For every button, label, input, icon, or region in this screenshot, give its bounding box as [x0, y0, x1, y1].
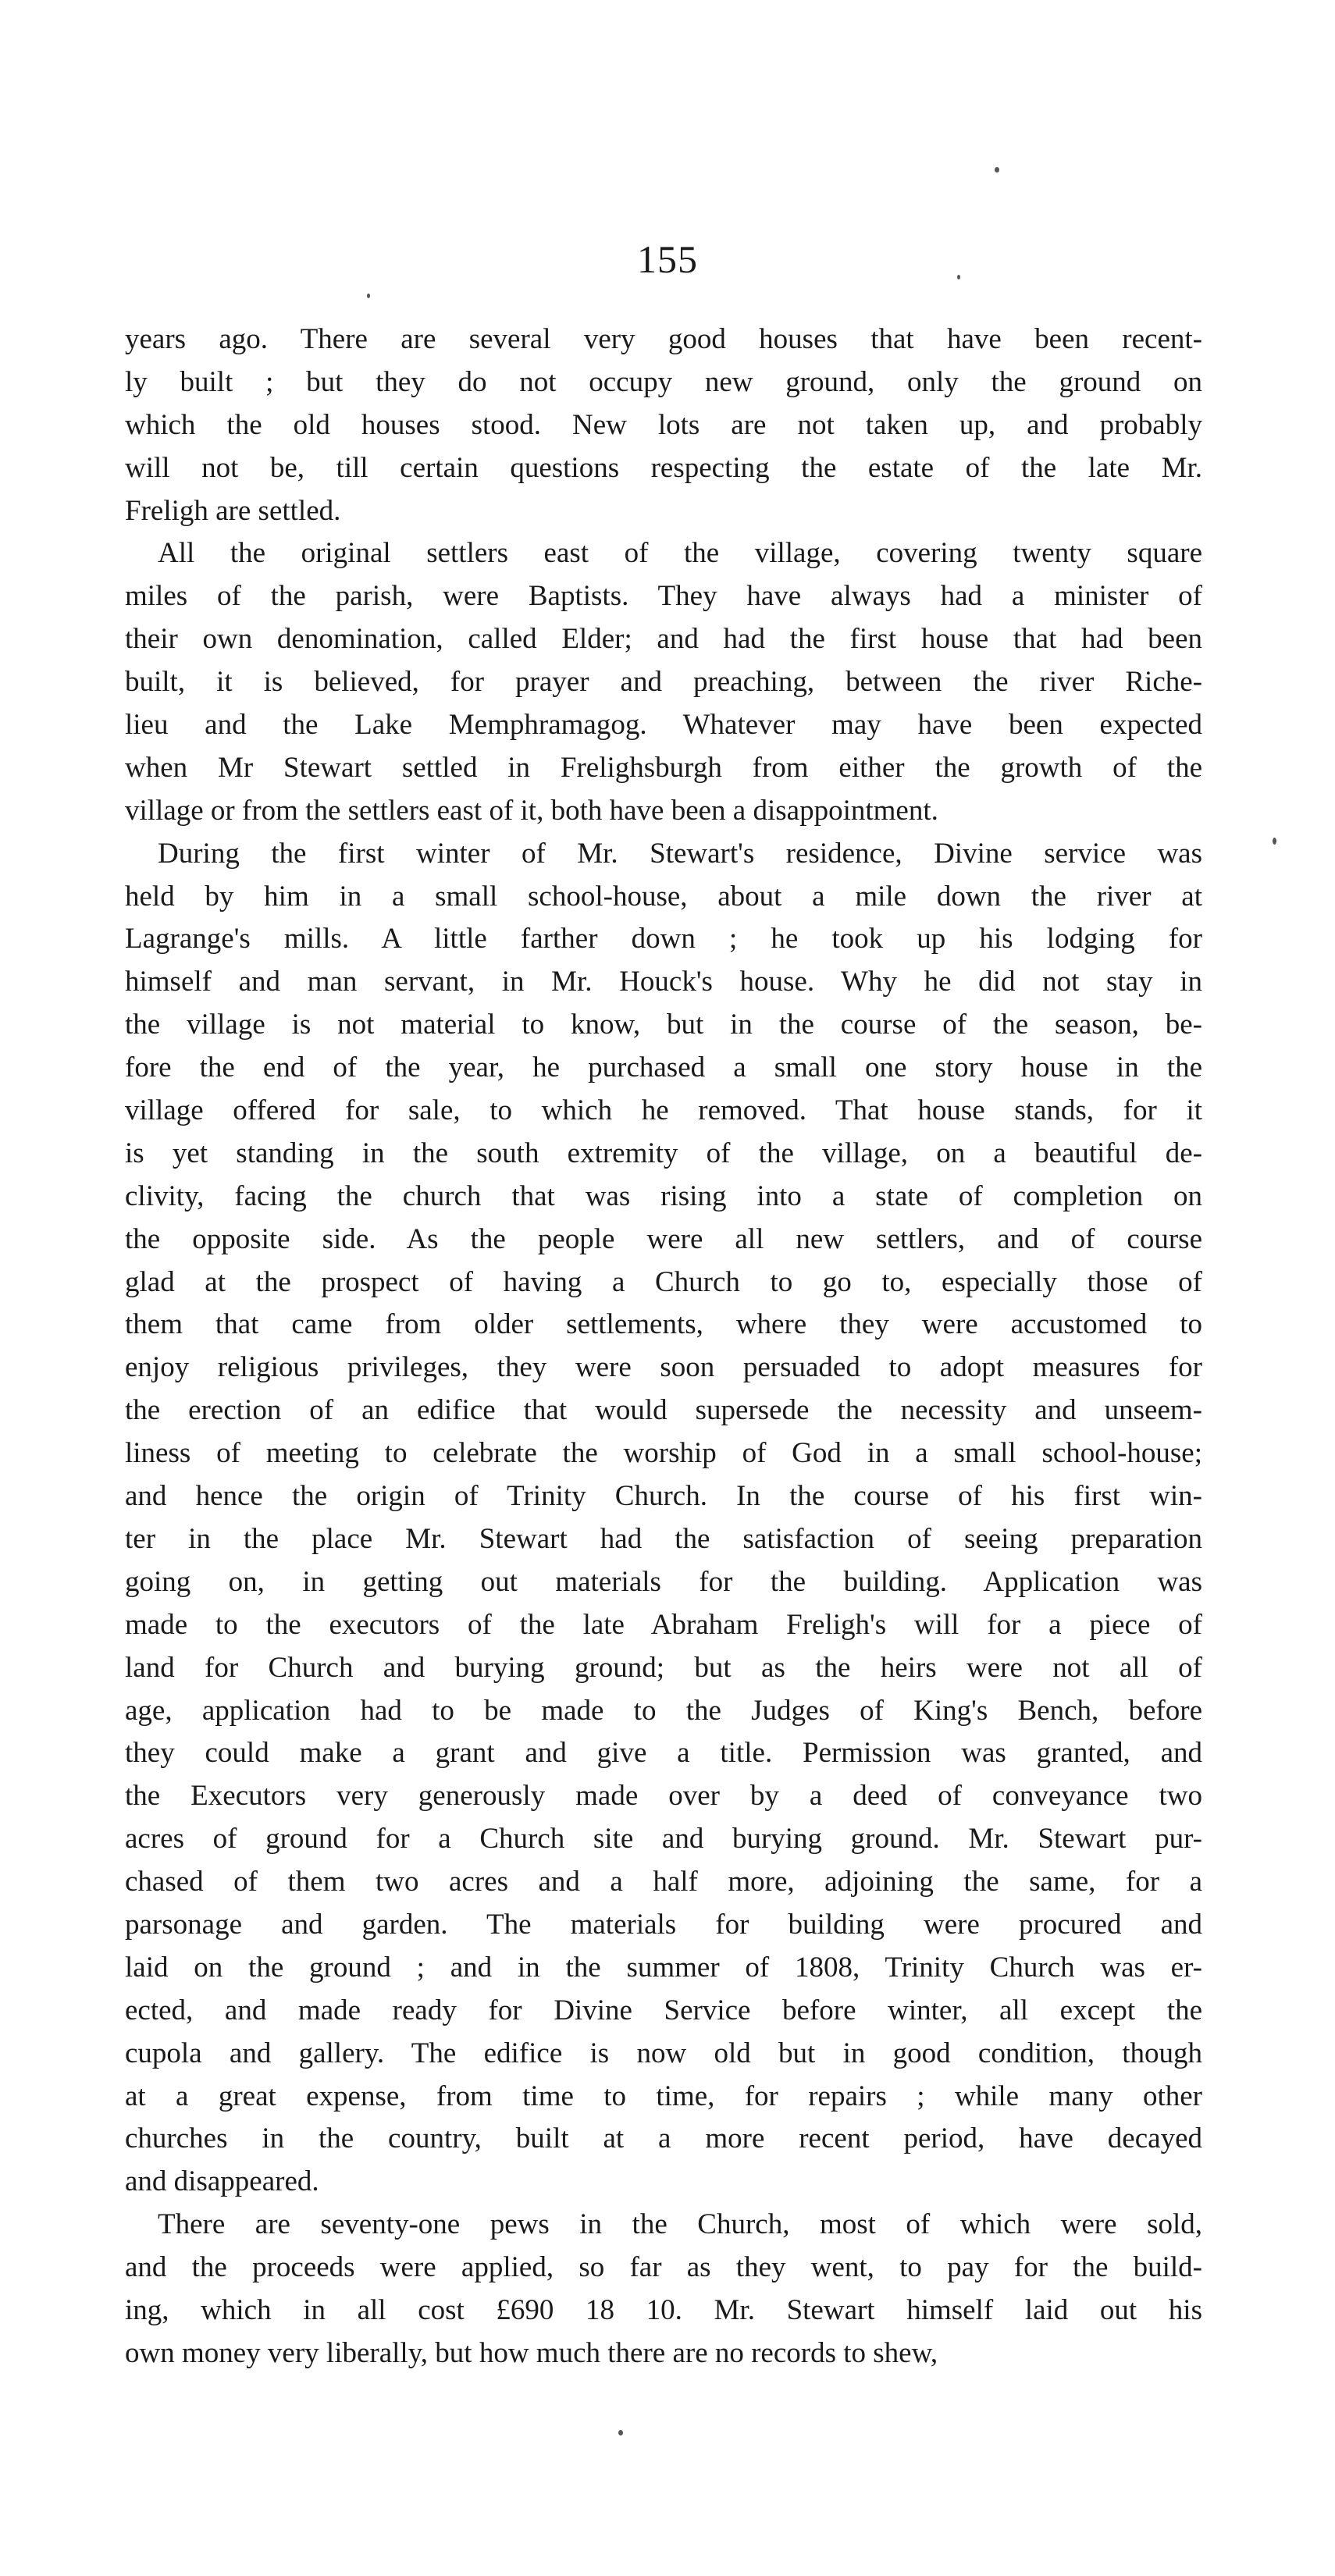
paragraph — [125, 2204, 1202, 2375]
text-line: ly built ; but they do not occupy new ground, only the ground on — [125, 365, 1202, 398]
text-line: chased of them two acres and a half more, adjoining the same, for a — [125, 1866, 1202, 1898]
text-line: made to the executors of the late Abraham Freligh's will for a piece of — [125, 1608, 1202, 1641]
text-line: and the proceeds were applied, so far as they went, to pay for the build- — [125, 2251, 1202, 2284]
text-line: All the original settlers east of the village, covering twenty square — [158, 537, 1202, 570]
text-line: own money very liberally, but how much there are no records to shew, — [125, 2336, 938, 2369]
text-line: the village is not material to know, but in the course of the season, be- — [125, 1009, 1202, 1041]
text-line: village or from the settlers east of it, both have been a disappointment. — [125, 794, 938, 827]
text-line: the Executors very generously made over by a deed of conveyance two — [125, 1780, 1202, 1813]
ink-speck — [618, 2430, 623, 2435]
text-line: miles of the parish, were Baptists. They have always had a minister of — [125, 580, 1202, 613]
ink-speck — [995, 167, 999, 173]
text-line: village offered for sale, to which he removed. That house stands, for it — [125, 1094, 1202, 1127]
text-line: them that came from older settlements, where they were accustomed to — [125, 1308, 1202, 1341]
text-line: held by him in a small school-house, about a mile down the river at — [125, 880, 1202, 913]
text-line: Lagrange's mills. A little farther down ; he took up his lodging for — [125, 923, 1202, 955]
text-line: and disappeared. — [125, 2165, 319, 2198]
text-line: at a great expense, from time to time, for repairs ; while many other — [125, 2080, 1202, 2112]
text-line: going on, in getting out materials for the building. Application was — [125, 1565, 1202, 1598]
text-line: laid on the ground ; and in the summer of 1808, Trinity Church was er- — [125, 1951, 1202, 1984]
text-line: There are seventy-one pews in the Church, most of which were sold, — [158, 2208, 1202, 2241]
text-line: the erection of an edifice that would supersede the necessity and unseem- — [125, 1394, 1202, 1427]
text-line: built, it is believed, for prayer and preaching, between the river Riche- — [125, 666, 1202, 699]
text-line: glad at the prospect of having a Church to go to, especially those of — [125, 1265, 1202, 1298]
text-line: will not be, till certain questions respecting the estate of the late Mr. — [125, 451, 1202, 484]
text-line: Freligh are settled. — [125, 494, 341, 527]
paragraph — [125, 833, 1202, 2204]
paragraph — [125, 532, 1202, 832]
text-line: age, application had to be made to the Judges of King's Bench, before — [125, 1694, 1202, 1727]
page-number: 155 — [637, 237, 698, 281]
text-line: himself and man servant, in Mr. Houck's house. Why he did not stay in — [125, 966, 1202, 998]
text-line: the opposite side. As the people were all new settlers, and of course — [125, 1222, 1202, 1255]
text-line: their own denomination, called Elder; and had the first house that had been — [125, 623, 1202, 656]
text-line: clivity, facing the church that was rising into a state of completion on — [125, 1179, 1202, 1212]
text-line: lieu and the Lake Memphramagog. Whatever may have been expected — [125, 709, 1202, 742]
text-line: liness of meeting to celebrate the worship of God in a small school-house; — [125, 1437, 1202, 1470]
text-line: ter in the place Mr. Stewart had the satisfaction of seeing preparation — [125, 1522, 1202, 1555]
text-line: parsonage and garden. The materials for building were procured and — [125, 1908, 1202, 1941]
text-line: ected, and made ready for Divine Service before winter, all except the — [125, 1994, 1202, 2026]
text-line: fore the end of the year, he purchased a small one story house in the — [125, 1051, 1202, 1084]
text-line: they could make a grant and give a title. Permission was granted, and — [125, 1737, 1202, 1770]
text-line: when Mr Stewart settled in Frelighsburgh from either the growth of the — [125, 751, 1202, 784]
text-line: churches in the country, built at a more recent period, have decayed — [125, 2122, 1202, 2155]
body-text — [125, 318, 1202, 2375]
text-line: land for Church and burying ground; but as the heirs were not all of — [125, 1651, 1202, 1684]
text-line: During the first winter of Mr. Stewart's residence, Divine service was — [158, 837, 1202, 870]
text-line: which the old houses stood. New lots are not taken up, and probably — [125, 408, 1202, 441]
ink-speck — [367, 294, 370, 298]
text-line: ing, which in all cost £690 18 10. Mr. Stewart himself laid out his — [125, 2293, 1202, 2326]
ink-speck — [957, 275, 960, 279]
text-line: and hence the origin of Trinity Church. In the course of his first win- — [125, 1480, 1202, 1513]
text-line: acres of ground for a Church site and burying ground. Mr. Stewart pur- — [125, 1823, 1202, 1856]
text-line: cupola and gallery. The edifice is now old but in good condition, though — [125, 2037, 1202, 2069]
text-line: is yet standing in the south extremity of the village, on a beautiful de- — [125, 1137, 1202, 1169]
paragraph — [125, 318, 1202, 532]
ink-speck — [1273, 838, 1276, 845]
text-line: enjoy religious privileges, they were soon persuaded to adopt measures for — [125, 1351, 1202, 1384]
text-line: years ago. There are several very good houses that have been recent- — [125, 323, 1202, 355]
